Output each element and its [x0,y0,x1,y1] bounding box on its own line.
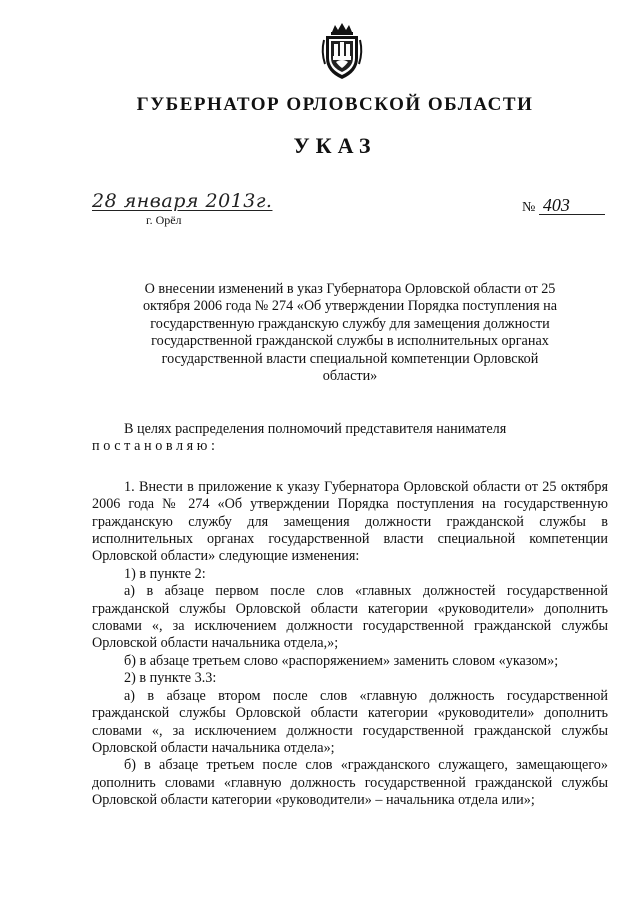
number-label: № [522,200,536,215]
resolve-word: постановляю: [92,438,219,455]
paragraph-3: а) в абзаце первом после слов «главных должностей государственной гражданской службы Орловской области категории «руководители» дополнить словами «, за исключением должности государственной гражданской службы Орловской области начальника отдела,»; [92,583,608,652]
document-type: УКАЗ [293,133,377,158]
city-label: г. Орёл [146,213,182,227]
document-body [92,421,608,810]
handwritten-date: 28 января 2013г. [92,190,273,212]
handwritten-number: 403 [539,196,605,215]
paragraph-1: 1. Внести в приложение к указу Губернатора Орловской области от 25 октября 2006 года № 274 «Об утверждении Порядка поступления на государственную гражданскую службу для замещения должности гражданской службы в исполнительных органах государственной власти специальной компетенции Орловской области» следующие изменения: [92,478,608,565]
paragraph-5: 2) в пункте 3.3: [124,670,217,687]
paragraph-7: б) в абзаце третьем после слов «гражданского служащего, замещающего» дополнить словами «главную должность государственной гражданской службы Орловской области категории «руководители» – начальника отдела или»; [92,757,608,809]
preamble-text: В целях распределения полномочий представителя нанимателя [124,421,507,437]
document-title: О внесении изменений в указ Губернатора Орловской области от 25 октября 2006 года № 274 «Об утверждении Порядка поступления на государственную гражданскую службу для замещения должности государственной гражданской службы в исполнительных органах государственной власти специальной компетенции Орловской области» [142,281,558,385]
paragraph-6: а) в абзаце втором после слов «главную должность государственной гражданской службы Орловской области категории «руководители» дополнить словами «, за исключением должности государственной гражданской службы Орловской области начальника отдела»; [92,687,608,756]
paragraph-4: б) в абзаце третьем слово «распоряжением» заменить словом «указом»; [124,652,559,669]
paragraph-2: 1) в пункте 2: [124,565,206,582]
coat-of-arms-icon [318,22,366,82]
issuing-authority: ГУБЕРНАТОР ОРЛОВСКОЙ ОБЛАСТИ [136,94,534,115]
document-number [522,196,605,216]
